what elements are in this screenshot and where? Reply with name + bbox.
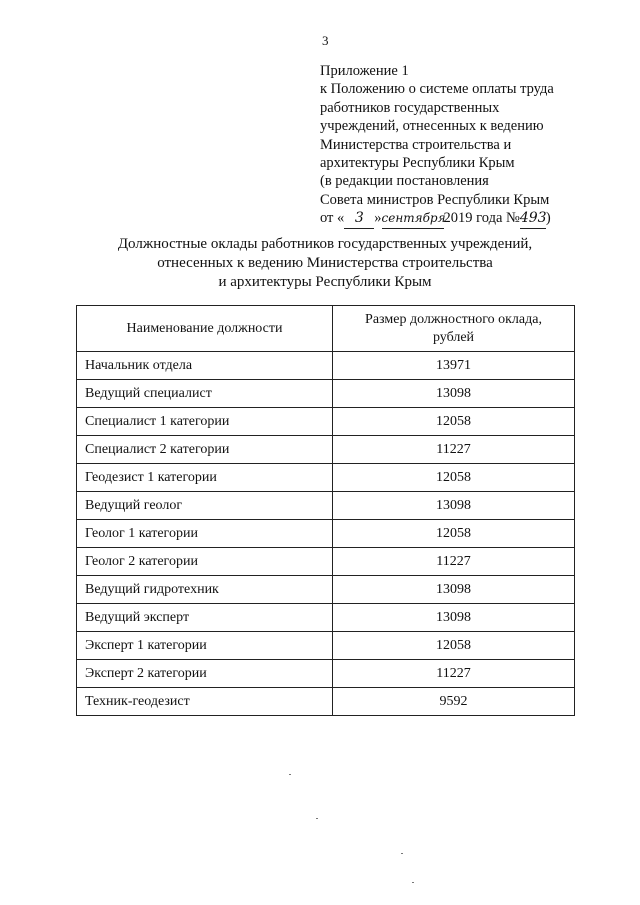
document-title xyxy=(80,235,570,292)
annex-line: учреждений, отнесенных к ведению xyxy=(320,118,544,135)
table-row xyxy=(77,408,575,436)
title-line: и архитектуры Республики Крым xyxy=(218,274,432,290)
position-name: Специалист 1 категории xyxy=(77,408,333,436)
salary-amount: 12058 xyxy=(333,632,575,660)
table-row xyxy=(77,492,575,520)
salary-amount: 11227 xyxy=(333,660,575,688)
header-position-name: Наименование должности xyxy=(77,306,333,352)
salary-amount: 13098 xyxy=(333,576,575,604)
position-name: Геодезист 1 категории xyxy=(77,464,333,492)
page-number: 3 xyxy=(322,33,329,48)
table-row xyxy=(77,548,575,576)
date-day xyxy=(344,209,374,228)
position-name: Ведущий эксперт xyxy=(77,604,333,632)
scan-speck xyxy=(289,774,291,775)
table-row xyxy=(77,632,575,660)
position-name: Техник-геодезист xyxy=(77,688,333,716)
salary-amount: 13098 xyxy=(333,492,575,520)
table-row xyxy=(77,688,575,716)
annex-line: архитектуры Республики Крым xyxy=(320,155,515,172)
annex-line: Министерства строительства и xyxy=(320,136,512,153)
salary-amount: 13098 xyxy=(333,604,575,632)
table-row xyxy=(77,604,575,632)
salary-amount: 11227 xyxy=(333,436,575,464)
scan-speck xyxy=(316,818,318,819)
salary-amount: 12058 xyxy=(333,408,575,436)
table-row xyxy=(77,576,575,604)
table-row xyxy=(77,436,575,464)
salary-amount: 12058 xyxy=(333,520,575,548)
annex-line: (в редакции постановления xyxy=(320,173,489,190)
salary-amount: 13971 xyxy=(333,352,575,380)
salary-amount: 13098 xyxy=(333,380,575,408)
resolution-date-line xyxy=(320,209,620,228)
date-mid: » xyxy=(374,210,382,227)
date-month xyxy=(382,209,444,228)
salary-amount: 9592 xyxy=(333,688,575,716)
date-number-handwritten: 493 xyxy=(519,210,547,227)
salary-table xyxy=(76,305,575,716)
table-row xyxy=(77,352,575,380)
position-name: Геолог 2 категории xyxy=(77,548,333,576)
annex-line: Приложение 1 xyxy=(320,63,409,79)
title-line: отнесенных к ведению Министерства строительства xyxy=(157,255,493,271)
date-suffix: ) xyxy=(545,210,551,227)
date-month-handwritten: сентября xyxy=(381,211,446,226)
scan-speck xyxy=(401,853,403,854)
position-name: Ведущий специалист xyxy=(77,380,333,408)
date-day-handwritten: 3 xyxy=(354,210,364,227)
annex-line: Совета министров Республики Крым xyxy=(320,191,550,208)
position-name: Геолог 1 категории xyxy=(77,520,333,548)
annex-line: работников государственных xyxy=(320,99,500,116)
table-row xyxy=(77,464,575,492)
table-header-row xyxy=(77,306,575,352)
salary-amount: 12058 xyxy=(333,464,575,492)
table-row xyxy=(77,380,575,408)
position-name: Специалист 2 категории xyxy=(77,436,333,464)
table-row xyxy=(77,520,575,548)
position-name: Начальник отдела xyxy=(77,352,333,380)
annex-header xyxy=(320,62,620,229)
salary-amount: 11227 xyxy=(333,548,575,576)
title-line: Должностные оклады работников государственных учреждений, xyxy=(117,236,533,252)
date-number xyxy=(520,209,546,228)
header-salary-size xyxy=(333,306,575,352)
position-name: Ведущий геолог xyxy=(77,492,333,520)
date-prefix: от « xyxy=(320,210,345,227)
header-salary-line: рублей xyxy=(432,329,475,345)
position-name: Ведущий гидротехник xyxy=(77,576,333,604)
scan-speck xyxy=(412,882,414,883)
date-year: 2019 года № xyxy=(443,210,520,227)
header-salary-line: Размер должностного оклада, xyxy=(365,311,542,327)
annex-line: к Положению о системе оплаты труда xyxy=(320,81,554,98)
table-row xyxy=(77,660,575,688)
position-name: Эксперт 2 категории xyxy=(77,660,333,688)
position-name: Эксперт 1 категории xyxy=(77,632,333,660)
